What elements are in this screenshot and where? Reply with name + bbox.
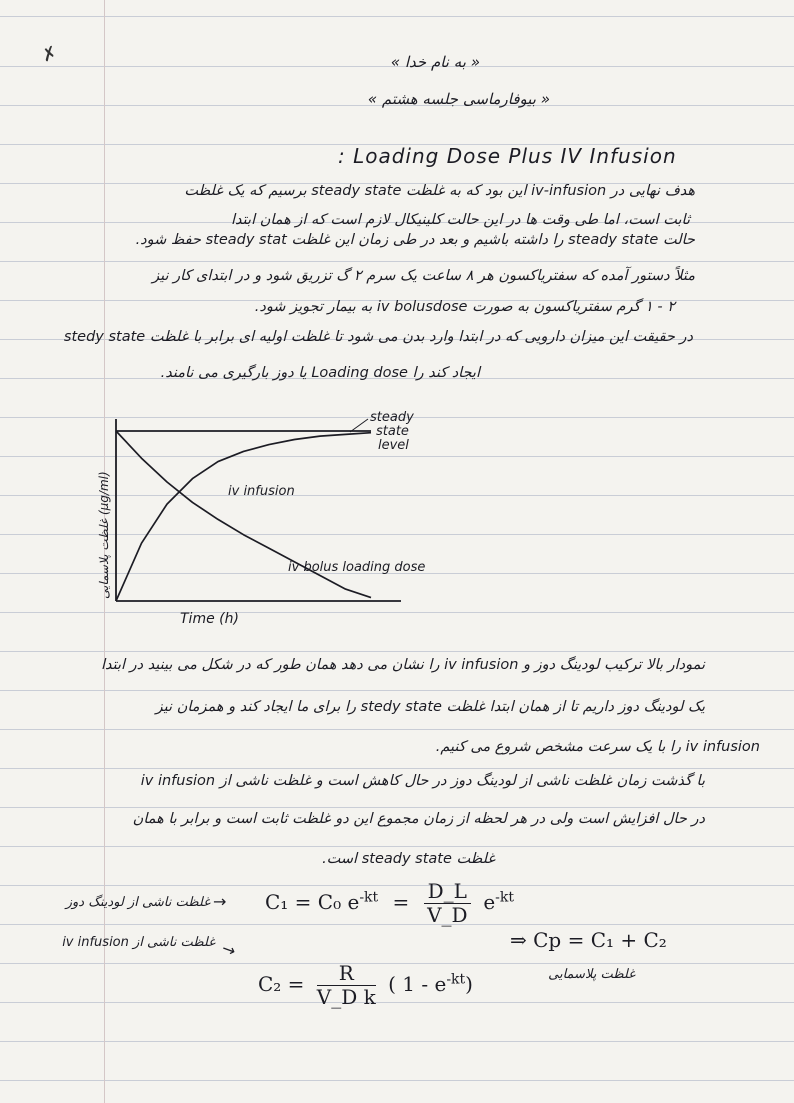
paragraph1-line: ۲ - ۱ گرم سفتریاکسون به صورت iv bolusdose به بیمار تجویز شود.: [254, 299, 675, 315]
eq2-left: C₂ =: [258, 972, 305, 996]
page-heading-bismillah: « به نام خدا »: [390, 53, 480, 71]
eq1-arrow: →: [213, 892, 227, 911]
label-iv-bolus-loading-dose: iv bolus loading dose: [288, 560, 426, 575]
eq1-numerator: D_L: [424, 880, 471, 904]
eq2-numerator: R: [317, 962, 376, 986]
chart-labels-group: [97, 410, 425, 627]
eq1-fraction: [424, 880, 471, 927]
label-steady: steady: [370, 410, 414, 425]
eq2-fraction: [317, 962, 376, 1009]
eq1-denominator: V_D: [427, 903, 468, 927]
paragraph2-line: یک لودینگ دوز داریم تا از همان ابتدا غلظت stedy state را برای ما ایجاد کند و همزمان نیز: [155, 699, 705, 715]
eq1-eq: =: [392, 890, 410, 914]
concentration-time-chart: [80, 405, 480, 635]
paragraph1-line: ایجاد کند را Loading dose یا دوز بارگیری می نامند.: [160, 365, 480, 381]
eq2-paren: ( 1 - e: [388, 972, 447, 996]
steady-state-pointer: [350, 419, 368, 432]
paragraph2-line: در حال افزایش است ولی در هر لحظه از زمان مجموع این دو غلظت ثابت است و برابر با همان: [132, 811, 705, 827]
eq2-close: ): [465, 972, 473, 996]
label-iv-infusion: iv infusion: [228, 484, 295, 499]
eq1: [265, 880, 514, 927]
series-iv-infusion: [116, 433, 371, 601]
paragraph2-line: با گذشت زمان غلظت ناشی از لودینگ دوز در حال کاهش است و غلظت ناشی از iv infusion: [140, 773, 705, 789]
eq2-arrow: →: [219, 938, 239, 961]
paragraph1-line: در حقیقت این میزان دارویی که در ابتدا وارد بدن می شود تا غلظت اولیه ای برابر با غلظت stedy state: [63, 329, 693, 345]
x-axis-label: Time (h): [180, 611, 239, 627]
eq1-exp: -kt: [359, 889, 379, 906]
cp-sum-equation: ⇒ Cp = C₁ + C₂: [510, 928, 667, 952]
paragraph2-line: غلظت steady state است.: [322, 851, 495, 867]
page-heading-session: « بیوفارماسی جلسه هشتم »: [367, 90, 550, 108]
paragraph1-line: ثابت است، اما طی وقت ها در این حالت کلینیکال لازم است که از همان ابتدا: [231, 212, 690, 228]
eq2-denominator: V_D k: [316, 985, 376, 1009]
eq1-left: C₁ = C₀ e: [265, 890, 360, 914]
eq2-label: غلظت ناشی از iv infusion: [62, 935, 215, 950]
eq2-paren-exp: -kt: [446, 971, 466, 988]
eq1-tail: e: [483, 890, 496, 914]
paragraph2-line: iv infusion را با یک سرعت مشخص شروع می کنیم.: [435, 739, 760, 755]
paragraph1-line: هدف نهایی در iv-infusion این بود که به غلظت steady state برسیم که یک غلظت: [184, 183, 695, 199]
eq1-label: غلظت ناشی از لودینگ دوز: [65, 895, 210, 910]
label-state: state: [376, 424, 409, 439]
chart-series-group: [116, 431, 371, 601]
y-axis-label: غلظت پلاسمایی (μg/ml): [97, 471, 111, 599]
corner-scribble: ✗: [38, 42, 61, 67]
paragraph2-line: نمودار بالا ترکیب لودینگ دوز و iv infusion را نشان می دهد همان طور که در شکل می بینید در ابتدا: [100, 657, 705, 673]
paragraph1-line: مثلاً دستور آمده که سفتریاکسون هر ۸ ساعت یک سرم ۲ گ تزریق شود و در ابتدای کار نیز: [152, 268, 695, 284]
paragraph1-line: حالت steady state را داشته باشیم و بعد در طی زمان این غلظت steady stat حفظ شود.: [135, 232, 695, 248]
label-level: level: [378, 438, 409, 453]
cp-sum-label: غلظت پلاسمایی: [548, 967, 635, 982]
eq2: [258, 962, 473, 1009]
section-title: : Loading Dose Plus IV Infusion: [338, 144, 677, 168]
eq1-tail-exp: -kt: [495, 889, 515, 906]
